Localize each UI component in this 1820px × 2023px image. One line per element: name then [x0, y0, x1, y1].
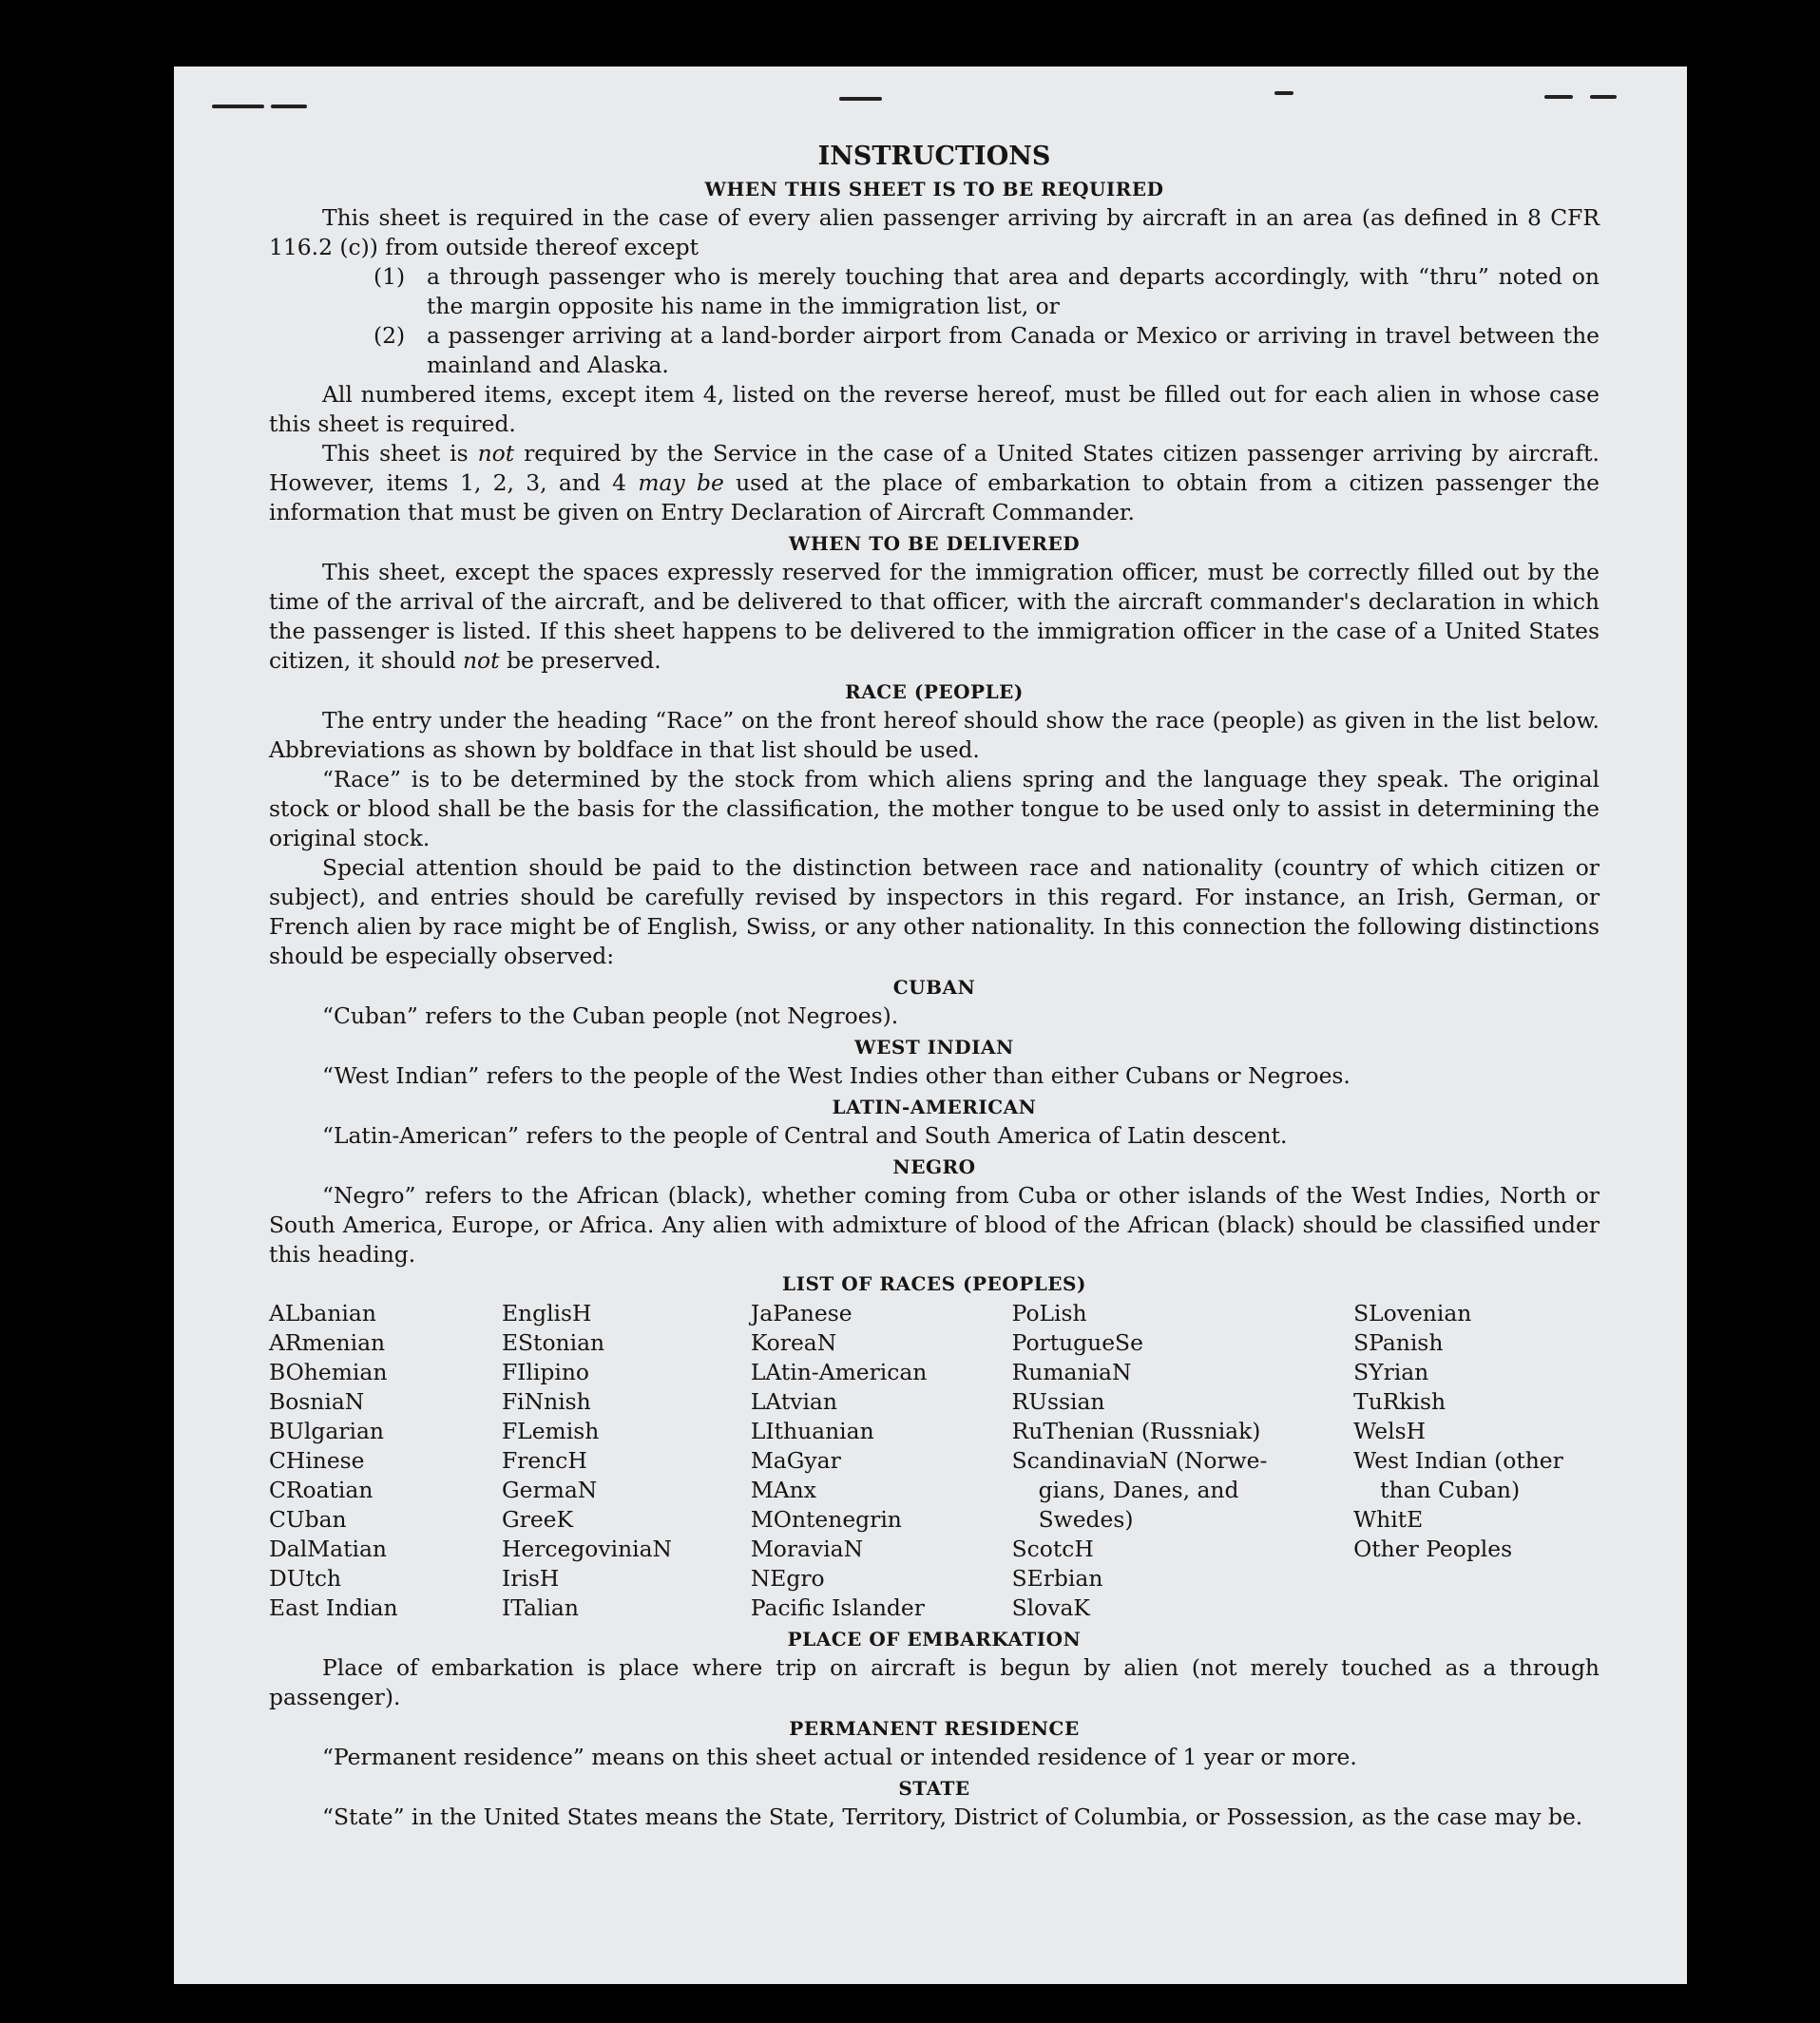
race-entry: ARmenian — [269, 1329, 386, 1356]
scan-mark — [839, 97, 882, 101]
text-run: This sheet is — [322, 440, 478, 467]
scan-mark — [1590, 95, 1617, 99]
scan-mark — [1544, 95, 1573, 99]
race-entry: GermaN — [501, 1477, 598, 1503]
residence-paragraph: “Permanent residence” means on this sheet actual or intended residence of 1 year or more. — [322, 1744, 1357, 1770]
race-entry: LAtvian — [750, 1388, 837, 1415]
race-paragraph: The entry under the heading “Race” on the front hereof should show the race (people) as given in the list below. Abbreviations as shown by boldface in that list should be used. — [269, 707, 1600, 763]
race-entry-continued: gians, Danes, and — [1038, 1477, 1239, 1503]
embarkation-paragraph: Place of embarkation is place where trip on aircraft is begun by alien (not merely touched as a through passenger). — [269, 1654, 1600, 1710]
race-entry: FiNnish — [501, 1388, 591, 1415]
emphasis: not — [462, 647, 500, 674]
race-entry: SYrian — [1353, 1359, 1429, 1385]
race-entry: CRoatian — [269, 1477, 374, 1503]
race-column — [502, 1299, 751, 1623]
race-entry: PoLish — [1011, 1300, 1087, 1326]
race-entry: ITalian — [501, 1594, 579, 1621]
instruction-sheet — [174, 67, 1687, 1984]
item-number: (2) — [374, 322, 406, 349]
race-entry: FIlipino — [501, 1359, 589, 1385]
race-entry: TuRkish — [1353, 1388, 1446, 1415]
race-entry: MAnx — [750, 1477, 816, 1503]
race-entry: SlovaK — [1011, 1594, 1090, 1621]
required-intro: This sheet is required in the case of every alien passenger arriving by aircraft in an area (as defined in 8 CFR 116.2 (c)) from outside thereof except — [269, 204, 1600, 260]
exception-list — [269, 262, 1600, 380]
race-entry: Other Peoples — [1353, 1536, 1513, 1562]
heading-latin-american: LATIN-AMERICAN — [832, 1096, 1037, 1118]
race-entry: ALbanian — [269, 1300, 376, 1326]
heading-state: STATE — [898, 1777, 970, 1800]
race-entry: BOhemian — [269, 1359, 388, 1385]
race-paragraph: “Race” is to be determined by the stock from which aliens spring and the language they speak. The original stock or blood shall be the basis for the classification, the mother tongue to be used only to assist in determining the original stock. — [269, 766, 1600, 851]
race-column — [269, 1299, 502, 1623]
race-entry: IrisH — [501, 1565, 560, 1592]
item-number: (1) — [374, 263, 406, 290]
exception-item — [269, 321, 1600, 380]
heading-west-indian: WEST INDIAN — [854, 1036, 1014, 1059]
race-entry: CUban — [269, 1506, 347, 1533]
cuban-paragraph: “Cuban” refers to the Cuban people (not Negroes). — [322, 1002, 899, 1029]
exception-item — [269, 262, 1600, 321]
race-entry: RumaniaN — [1011, 1359, 1132, 1385]
item-text: a through passenger who is merely touching that area and departs accordingly, with “thru” noted on the margin opposite his name in the immigration list, or — [427, 263, 1600, 319]
race-entry: MOntenegrin — [750, 1506, 902, 1533]
race-entry: East Indian — [269, 1594, 398, 1621]
race-entry: HercegoviniaN — [501, 1536, 673, 1562]
latin-american-paragraph: “Latin-American” refers to the people of Central and South America of Latin descent. — [322, 1122, 1288, 1149]
scan-mark — [271, 105, 307, 108]
scan-mark — [1274, 91, 1293, 95]
race-entry: SLovenian — [1353, 1300, 1472, 1326]
race-entry: RUssian — [1011, 1388, 1105, 1415]
race-entry-continued: than Cuban) — [1380, 1477, 1521, 1503]
race-entry: SErbian — [1011, 1565, 1103, 1592]
heading-when-required: WHEN THIS SHEET IS TO BE REQUIRED — [704, 178, 1164, 200]
heading-negro: NEGRO — [892, 1155, 976, 1178]
race-entry: Pacific Islander — [750, 1594, 925, 1621]
race-entry: FLemish — [501, 1418, 600, 1444]
race-entry: KoreaN — [750, 1329, 837, 1356]
scan-mark — [212, 105, 264, 108]
race-entry: WhitE — [1353, 1506, 1424, 1533]
race-list — [269, 1299, 1600, 1623]
race-column — [1012, 1299, 1353, 1623]
numbered-items-paragraph: All numbered items, except item 4, listed on the reverse hereof, must be filled out for each alien in whose case this sheet is required. — [269, 381, 1600, 437]
race-entry: WelsH — [1353, 1418, 1426, 1444]
race-entry: LIthuanian — [750, 1418, 874, 1444]
heading-race: RACE (PEOPLE) — [845, 680, 1024, 703]
heading-when-delivered: WHEN TO BE DELIVERED — [788, 532, 1081, 555]
race-entry: SPanish — [1353, 1329, 1444, 1356]
page-title: INSTRUCTIONS — [817, 142, 1051, 171]
race-entry: PortugueSe — [1011, 1329, 1143, 1356]
race-entry-continued: Swedes) — [1038, 1506, 1134, 1533]
race-entry: MaGyar — [750, 1447, 841, 1474]
race-paragraph: Special attention should be paid to the distinction between race and nationality (country of which citizen or subject), and entries should be carefully revised by inspectors in this regard. For instance, an Irish, German, or French alien by race might be of English, Swiss, or any other nationality. In this connection the following distinctions should be especially observed: — [269, 854, 1600, 969]
race-entry: BosniaN — [269, 1388, 365, 1415]
negro-paragraph: “Negro” refers to the African (black), whether coming from Cuba or other islands of the West Indies, North or South America, Europe, or Africa. Any alien with admixture of blood of the African (black) should be classified under this heading. — [269, 1182, 1600, 1268]
race-entry: MoraviaN — [750, 1536, 864, 1562]
text-run: be preserved. — [499, 647, 661, 674]
race-entry: DalMatian — [269, 1536, 387, 1562]
race-entry: EStonian — [501, 1329, 605, 1356]
race-column — [1353, 1299, 1600, 1623]
emphasis: may be — [638, 469, 724, 496]
heading-list-of-races: LIST OF RACES (PEOPLES) — [782, 1272, 1086, 1295]
west-indian-paragraph: “West Indian” refers to the people of the West Indies other than either Cubans or Negroes. — [322, 1062, 1351, 1089]
race-entry: JaPanese — [750, 1300, 853, 1326]
text-run: used at the place of embarkation to obtain from a citizen passenger the information that must be given on Entry Declaration of Aircraft Commander. — [269, 469, 1600, 525]
race-entry: ScotcH — [1011, 1536, 1094, 1562]
race-entry: West Indian (other — [1353, 1447, 1563, 1474]
race-entry: EnglisH — [501, 1300, 592, 1326]
race-entry: LAtin-American — [750, 1359, 928, 1385]
delivery-paragraph — [269, 558, 1600, 676]
emphasis: not — [477, 440, 515, 467]
item-text: a passenger arriving at a land-border airport from Canada or Mexico or arriving in travel between the mainland and Alaska. — [427, 322, 1600, 378]
heading-cuban: CUBAN — [892, 976, 976, 999]
race-entry: DUtch — [269, 1565, 342, 1592]
race-entry: BUlgarian — [269, 1418, 384, 1444]
race-entry: CHinese — [269, 1447, 365, 1474]
citizen-paragraph — [269, 439, 1600, 527]
race-entry: FrencH — [501, 1447, 587, 1474]
race-column — [751, 1299, 1012, 1623]
text-run: This sheet, except the spaces expressly reserved for the immigration officer, must be correctly filled out by the time of the arrival of the aircraft, and be delivered to that officer, with the aircraft commander's declaration in which the passenger is listed. If this sheet happens to be delivered to the immigration officer in the case of a United States citizen, it should — [269, 559, 1600, 674]
state-paragraph: “State” in the United States means the State, Territory, District of Columbia, or Possession, as the case may be. — [322, 1804, 1583, 1830]
heading-place-of-embarkation: PLACE OF EMBARKATION — [787, 1628, 1082, 1651]
heading-permanent-residence: PERMANENT RESIDENCE — [789, 1717, 1080, 1740]
text-run: required by the Service in the case of a United States citizen passenger arriving by aircraft. However, items 1, 2, 3, and 4 — [269, 440, 1600, 496]
race-entry: ScandinaviaN (Norwe- — [1011, 1447, 1268, 1474]
race-entry: NEgro — [750, 1565, 825, 1592]
race-entry: RuThenian (Russniak) — [1011, 1418, 1261, 1444]
race-entry: GreeK — [501, 1506, 573, 1533]
